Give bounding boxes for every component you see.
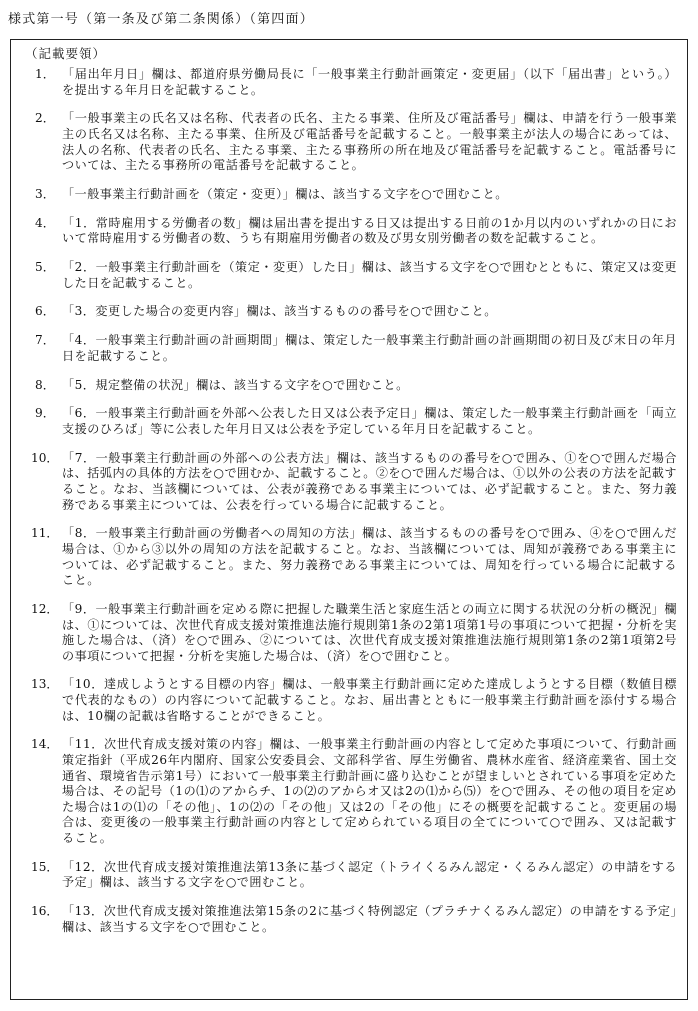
item-number: 6． (35, 304, 55, 319)
item-number: 3． (35, 186, 55, 201)
item-number: 14． (31, 737, 59, 752)
item-number: 10． (31, 450, 59, 465)
instruction-item-1 (21, 67, 677, 98)
item-text: 「1．常時雇用する労働者の数」欄は届出書を提出する日又は提出する日前の1か月以内のいずれかの日において常時雇用する労働者の数、うち有期雇用労働者の数及び男女別労働者の数を記載すること。 (62, 215, 677, 246)
item-number: 1． (35, 67, 55, 81)
instruction-item-2 (21, 111, 677, 173)
item-text: 「5．規定整備の状況」欄は、該当する文字を○で囲むこと。 (62, 377, 409, 392)
instruction-item-13 (21, 677, 677, 724)
instruction-item-12 (21, 602, 677, 664)
item-text: 「10．達成しようとする目標の内容」欄は、一般事業主行動計画に定めた達成しようとする目標（数値目標で代表的なもの）の内容について記載すること。なお、届出書とともに一般事業主行動計画を添付する場合は、10欄の記載は省略することができること。 (62, 677, 677, 723)
item-text: 「6．一般事業主行動計画を外部へ公表した日又は公表予定日」欄は、策定した一般事業主行動計画を「両立支援のひろば」等に公表した年月日又は公表を予定している年月日を記載すること。 (62, 406, 677, 436)
item-text: 「2．一般事業主行動計画を（策定・変更）した日」欄は、該当する文字を○で囲むとともに、策定又は変更した日を記載すること。 (62, 260, 677, 290)
instruction-item-4 (21, 216, 677, 247)
instruction-item-6 (21, 304, 677, 320)
instruction-item-3 (21, 187, 677, 203)
item-number: 9． (35, 406, 55, 421)
instructions-list (21, 67, 677, 935)
instructions-box (10, 39, 688, 1000)
instruction-item-5 (21, 260, 677, 291)
item-text: 「11．次世代育成支援対策の内容」欄は、一般事業主行動計画の内容として定めた事項について、行動計画策定指針（平成26年内閣府、国家公安委員会、文部科学省、厚生労働省、農林水産省、経済産業省、国土交通省、環境省告示第1号）において一般事業主行動計画に盛り込むことが望ましいとされている事項を定めた場合は、その記号（1の⑴のアからチ、1の⑵のアからオ又は2の⑴から⑸）を○で囲み、その他の項目を定めた場合は1の⑴の「その他」、1の⑵の「その他」又は2の「その他」にその概要を記載すること。変更届の場合は、変更後の一般事業主行動計画の内容として定められている項目の全てについて○で囲み、又は記載すること。 (62, 737, 677, 845)
instructions-title: （記載要領） (25, 46, 107, 61)
instruction-item-9 (21, 406, 677, 437)
instruction-item-7 (21, 333, 677, 364)
item-text: 「7．一般事業主行動計画の外部への公表方法」欄は、該当するものの番号を○で囲み、①を○で囲んだ場合は、括弧内の具体的方法を○で囲むか、記載すること。②を○で囲んだ場合は、①以外の公表の方法を記載すること。なお、当該欄については、公表が義務である事業主については、必ず記載すること。また、努力義務である事業主については、公表を行っている場合に記載すること。 (62, 450, 677, 512)
item-number: 8． (35, 377, 55, 392)
item-number: 4． (35, 215, 55, 230)
instruction-item-10 (21, 451, 677, 513)
item-text: 「9．一般事業主行動計画を定める際に把握した職業生活と家庭生活との両立に関する状況の分析の概況」欄は、①については、次世代育成支援対策推進法施行規則第1条の2第1項第1号の事項について把握・分析を実施した場合は、（済）を○で囲み、②については、次世代育成支援対策推進法施行規則第1条の2第1項第2号の事項について把握・分析を実施した場合は、（済）を○で囲むこと。 (62, 601, 677, 663)
item-number: 12． (31, 601, 59, 616)
item-number: 16． (31, 904, 59, 919)
form-title: 様式第一号（第一条及び第二条関係）（第四面） (8, 12, 314, 27)
item-text: 「一般事業主の氏名又は名称、代表者の氏名、主たる事業、住所及び電話番号」欄は、申請を行う一般事業主の氏名又は名称、主たる事業、住所及び電話番号を記載すること。一般事業主が法人の場合にあっては、法人の名称、代表者の氏名、主たる事業、主たる事務所の所在地及び電話番号を記載すること。電話番号については、主たる事務所の電話番号を記載すること。 (62, 111, 677, 173)
item-text: 「4．一般事業主行動計画の計画期間」欄は、策定した一般事業主行動計画の計画期間の初日及び末日の年月日を記載すること。 (62, 333, 677, 363)
item-text: 「13．次世代育成支援対策推進法第15条の2に基づく特例認定（プラチナくるみん認定）の申請をする予定」欄は、該当する文字を○で囲むこと。 (62, 904, 677, 934)
item-number: 15． (31, 859, 59, 874)
instruction-item-15 (21, 860, 677, 891)
instruction-item-8 (21, 378, 677, 394)
instruction-item-11 (21, 526, 677, 588)
item-number: 5． (35, 260, 55, 275)
item-text: 「3．変更した場合の変更内容」欄は、該当するものの番号を○で囲むこと。 (62, 304, 497, 319)
instruction-item-16 (21, 904, 677, 935)
item-number: 13． (31, 677, 59, 692)
item-text: 「届出年月日」欄は、都道府県労働局長に「一般事業主行動計画策定・変更届」（以下「届出書」という。）を提出する年月日を記載すること。 (62, 67, 677, 97)
item-number: 7． (35, 333, 55, 348)
item-text: 「8．一般事業主行動計画の労働者への周知の方法」欄は、該当するものの番号を○で囲み、④を○で囲んだ場合は、①から③以外の周知の方法を記載すること。なお、当該欄については、周知が義務である事業主については、必ず記載すること。また、努力義務である事業主については、周知を行っている場合に記載すること。 (62, 526, 677, 588)
item-text: 「12．次世代育成支援対策推進法第13条に基づく認定（トライくるみん認定・くるみん認定）の申請をする予定」欄は、該当する文字を○で囲むこと。 (62, 859, 677, 890)
instruction-item-14 (21, 737, 677, 846)
item-text: 「一般事業主行動計画を（策定・変更）」欄は、該当する文字を○で囲むこと。 (62, 186, 508, 201)
item-number: 11． (31, 526, 59, 541)
item-number: 2． (35, 111, 55, 126)
